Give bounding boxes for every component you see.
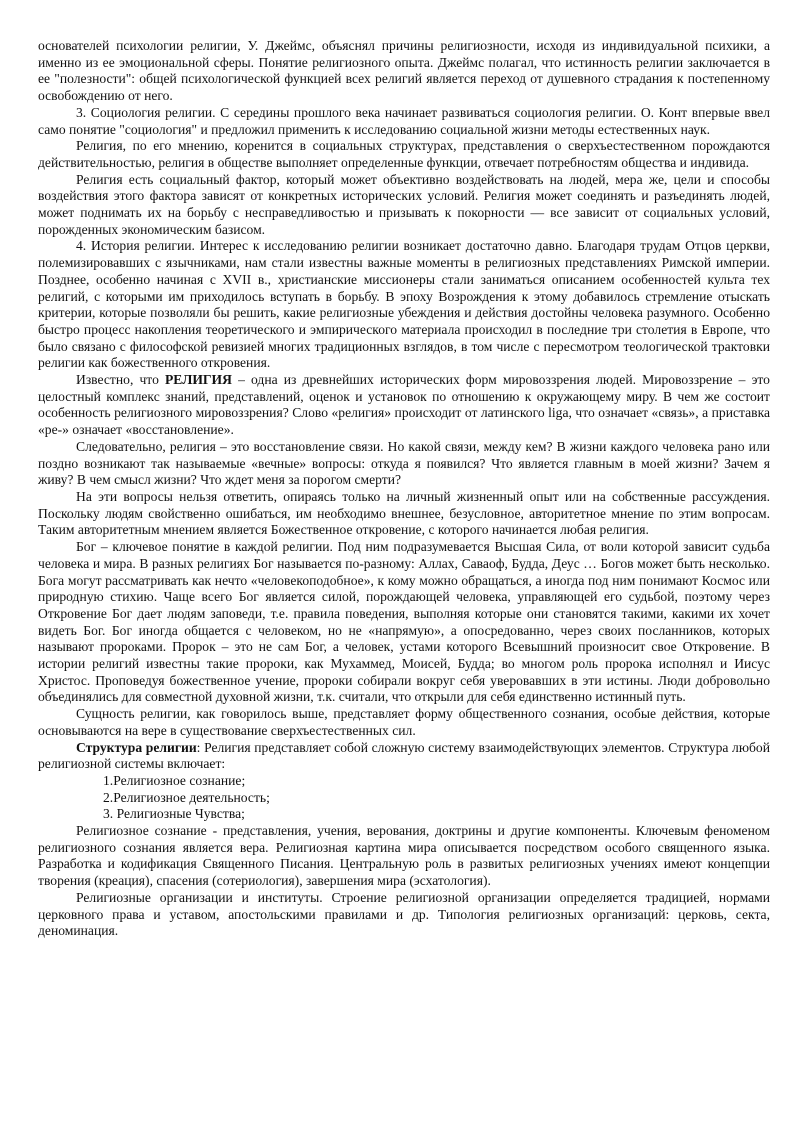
paragraph-religious-consciousness: Религиозное сознание - представления, учения, верования, доктрины и другие компоненты. Ключевым феноменом религиозного сознания является вера. Религиозная картина мира описывается посредством особого священного языка. Разработка и кодификация Священного Писания. Центральную роль в развитых религиозных учениях имеют концепции творения (креация), спасения (сотериология), завершения мира (эсхатология). [38,823,770,889]
bold-term-religion: РЕЛИГИЯ [165,372,232,388]
list-item: 1.Религиозное сознание; [103,772,246,788]
text-span: Известно, что [76,372,165,388]
paragraph-essence-of-religion: Сущность религии, как говорилось выше, представляет форму общественного сознания, особые действия, которые основываются на вере в существование сверхъестественных сил. [38,706,770,738]
paragraph-religious-organizations: Религиозные организации и институты. Строение религиозной организации определяется традицией, нормами церковного права и уставом, апостольскими правилами и др. Типология религиозных организаций: церковь, секта, деноминация. [38,889,770,939]
list-item: 2.Религиозное деятельность; [103,789,270,805]
paragraph-religion-social-structures: Религия, по его мнению, коренится в социальных структурах, представления о сверхъестественном порождаются действительностью, религия в обществе выполняет определенные функции, отвечает потребностям общества и индивида. [38,138,770,170]
document-page [38,38,770,940]
paragraph-structure-of-religion [38,740,770,773]
structure-list [38,773,770,823]
bold-term-structure: Структура религии [76,739,197,755]
paragraph-sociology-heading: 3. Социология религии. С середины прошлого века начинает развиваться социология религии. О. Конт впервые ввел само понятие "социология" и предложил применить к исследованию социальной жизни методы естественных наук. [38,104,770,137]
paragraph-social-factor: Религия есть социальный фактор, который может объективно воздействовать на людей, мера же, цели и способы воздействия этого фактора зависят от конкретных исторических условий. Религия может соединять и разъединять людей, может поднимать их на борьбу с несправедливостью и призывать к покорности — все зависит от социальных условий, порожденных экономическим базисом. [38,171,770,237]
paragraph-history-of-religion: 4. История религии. Интерес к исследованию религии возникает достаточно давно. Благодаря трудам Отцов церкви, полемизировавших с язычниками, нам стали известны важные моменты в религиозных представлениях Римской империи. Позднее, особенно начиная с XVII в., христианские миссионеры стали заниматься описанием особенностей культа тех религий, с которыми им приходилось вступать в борьбу. В эпоху Возрождения к этому добавилось стремление отыскать критерии, которые позволяли бы решить, какие религиозные убеждения и действия достойны человека разумного. Особенно быстро процесс накопления теоретического и эмпирического материала происходил в последние три столетия в Европе, что было связано с философской ревизией многих традиционных взглядов, в том числе с пересмотром теологической трактовки религии как божественного откровения. [38,238,770,371]
paragraph-authoritative-opinion: На эти вопросы нельзя ответить, опираясь только на личный жизненный опыт или на собственные рассуждения. Поскольку людям свойственно ошибаться, им необходимо внешнее, безусловное, авторитетное мнение по этим вопросам. Таким авторитетным мнением является Божественное откровение, с которого начинается любая религия. [38,488,770,538]
paragraph-god-key-concept: Бог – ключевое понятие в каждой религии. Под ним подразумевается Высшая Сила, от воли которой зависит судьба человека и мира. В разных религиях Бог называется по-разному: Аллах, Саваоф, Будда, Деус … Богов может быть несколько. Бога могут рассматривать как нечто «человекоподобное», к кому можно обращаться, а иногда под ним понимают Космос или природную стихию. Чаще всего Бог является силой, порождающей человека, управляющей его судьбой, поэтому через Откровение Бог дает людям заповеди, т.е. правила поведения, выполняя которые они становятся такими, какими их хочет видеть Бог. Бог иногда общается с человеком, но не «напрямую», а опосредованно, через своих посланников, которых называют пророками. Пророк – это не сам Бог, а человек, устами которого Всевышний произносит свое Откровение. В истории религий известны такие пророки, как Мухаммед, Моисей, Будда; во многом роль пророка исполнял и Иисус Христос. Проповедуя божественное учение, пророки собирали вокруг себя уверовавших в эти истины. Люди добровольно объединялись для совместной духовной жизни, т.к. считали, что открыли для себя единственно истинный путь. [38,539,770,705]
paragraph-psychology-continued: основателей психологии религии, У. Джеймс, объяснял причины религиозности, исходя из индивидуальной психики, а именно из ее эмоциональной сферы. Понятие религиозного опыта. Джеймс полагал, что истинность религии заключается в ее "полезности": общей психологической функцией всех религий является переход от душевного страдания к постепенному освобождению от него. [38,38,770,104]
list-item: 3. Религиозные Чувства; [103,806,245,822]
paragraph-religion-definition [38,372,770,439]
text-span: – одна из древнейших исторических форм мировоззрения людей. Мировоззрение – это целостный комплекс знаний, представлений, оценок и установок по отношению к окружающему миру. В чем же состоит особенность религиозного мировоззрения? Слово «религия» происходит от латинского liga, что означает «связь», а приставка «ре-» означает «восстановление». [38,372,770,438]
paragraph-restoration-of-connection: Следовательно, религия – это восстановление связи. Но какой связи, между кем? В жизни каждого человека рано или поздно возникают так называемые «вечные» вопросы: откуда я появился? Что является главным в моей жизни? Зачем я живу? В чем смысл жизни? Что ждет меня за порогом смерти? [38,438,770,488]
text-span: : Религия представляет собой сложную систему взаимодействующих элементов. Структура любой религиозной системы включает: [38,739,770,772]
